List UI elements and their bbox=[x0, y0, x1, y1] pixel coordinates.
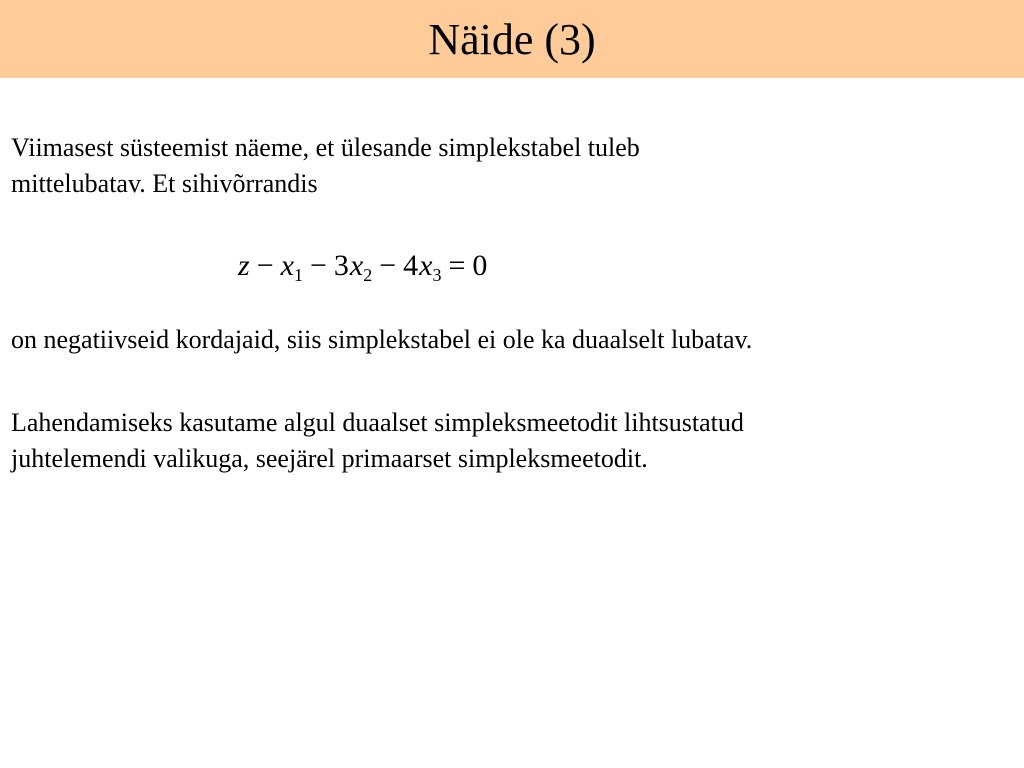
paragraph-intro-line-1: Viimasest süsteemist näeme, et ülesande simplekstabel tuleb bbox=[11, 133, 640, 162]
title-bar bbox=[0, 0, 1024, 78]
slide-title: Näide (3) bbox=[428, 15, 596, 64]
paragraph-solution-line-1: Lahendamiseks kasutame algul duaalset simpleksmeetodit lihtsustatud bbox=[11, 408, 744, 437]
paragraph-intro-line-2: mittelubatav. Et sihivõrrandis bbox=[11, 169, 318, 198]
paragraph-negative-coefficients: on negatiivseid kordajaid, siis simplekstabel ei ole ka duaalselt lubatav. bbox=[11, 325, 753, 354]
paragraph-solution bbox=[11, 405, 1011, 477]
equation-sub-1: 1 bbox=[293, 265, 303, 285]
equation-minus-1: − bbox=[256, 249, 274, 282]
objective-equation bbox=[238, 246, 487, 286]
equation-minus-2: − bbox=[309, 249, 327, 282]
equation-x1: $x_1$ bbox=[280, 249, 303, 285]
paragraph-intro bbox=[11, 130, 1011, 202]
equation-x2: $x_2$ bbox=[349, 249, 373, 285]
equation-z: z bbox=[238, 249, 250, 282]
equation-minus-3: − bbox=[379, 249, 397, 282]
equation-coef-3: 4 bbox=[403, 249, 419, 282]
equation-sub-3: 3 bbox=[432, 265, 442, 285]
equation-equals: = bbox=[448, 249, 466, 282]
paragraph-solution-line-2: juhtelemendi valikuga, seejärel primaarset simpleksmeetodit. bbox=[11, 444, 648, 473]
equation-coef-2: 3 bbox=[333, 249, 349, 282]
equation-rhs: 0 bbox=[472, 249, 488, 282]
equation-sub-2: 2 bbox=[363, 265, 373, 285]
equation-x3: $x_3$ bbox=[419, 249, 442, 285]
